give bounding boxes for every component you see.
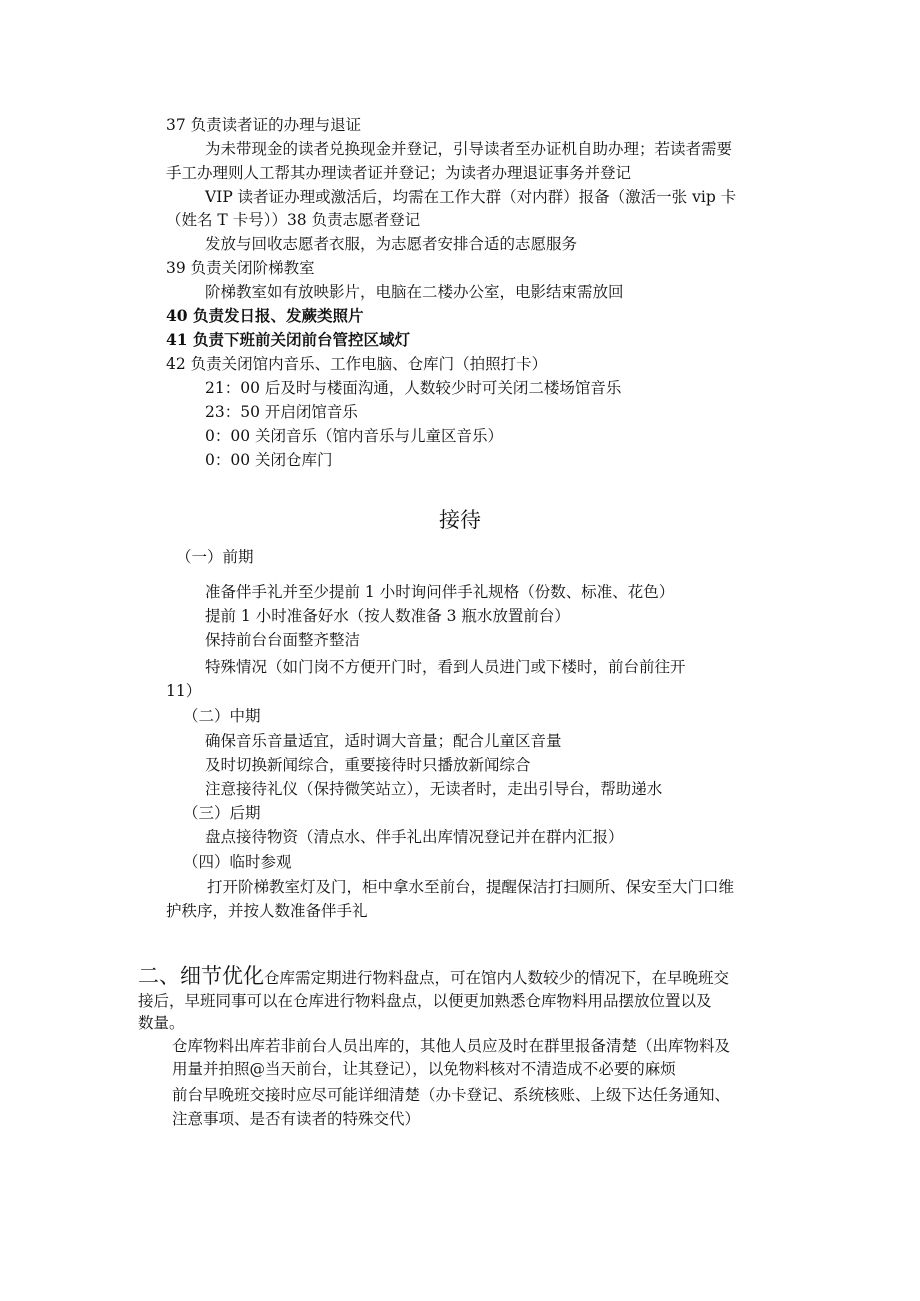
item-39-line-1: 阶梯教室如有放映影片，电脑在二楼办公室，电影结束需放回	[205, 283, 624, 301]
reception-stage-1-line-4: 特殊情况（如门岗不方便开门时，看到人员进门或下楼时，前台前往开	[205, 658, 686, 676]
optimization-p1-text: 仓库需定期进行物料盘点，可在馆内人数较少的情况下，在早晚班交	[264, 969, 730, 987]
item-37-line-1: 为未带现金的读者兑换现金并登记，引导读者至办证机自助办理；若读者需要	[205, 140, 733, 158]
optimization-paragraph-3-line-1: 前台早晚班交接时应尽可能详细清楚（办卡登记、系统核账、上级下达任务通知、	[172, 1086, 731, 1104]
reception-stage-4-line-2: 护秩序，并按人数准备伴手礼	[166, 902, 368, 920]
item-37-line-3: VIP 读者证办理或激活后，均需在工作大群（对内群）报备（激活一张 vip 卡	[205, 188, 737, 206]
reception-stage-2-line-1: 确保音乐音量适宜，适时调大音量；配合儿童区音量	[205, 732, 562, 750]
reception-stage-3: （三）后期	[183, 804, 261, 822]
item-42-heading: 42 负责关闭馆内音乐、工作电脑、仓库门（拍照打卡）	[166, 355, 548, 373]
reception-stage-1-line-1: 准备伴手礼并至少提前 1 小时询问伴手礼规格（份数、标准、花色）	[205, 583, 675, 601]
reception-stage-4: （四）临时参观	[183, 853, 292, 871]
item-38-line-1: 发放与回收志愿者衣服，为志愿者安排合适的志愿服务	[205, 235, 578, 253]
item-42-line-2: 23：50 开启闭馆音乐	[205, 403, 358, 421]
reception-stage-1-line-3: 保持前台台面整齐整洁	[205, 631, 361, 649]
item-42-line-3: 0：00 关闭音乐（馆内音乐与儿童区音乐）	[205, 427, 504, 445]
optimization-heading: 二、细节优化	[138, 964, 264, 988]
optimization-paragraph-2-line-2: 用量并拍照@当天前台，让其登记），以免物料核对不清造成不必要的麻烦	[172, 1060, 676, 1078]
item-37-heading: 37 负责读者证的办理与退证	[166, 116, 362, 134]
reception-stage-1: （一）前期	[176, 548, 254, 566]
item-39-heading: 39 负责关闭阶梯教室	[166, 259, 315, 277]
item-42-line-4: 0：00 关闭仓库门	[205, 451, 333, 469]
reception-stage-2-line-2: 及时切换新闻综合，重要接待时只播放新闻综合	[205, 756, 531, 774]
item-37-line-2: 手工办理则人工帮其办理读者证并登记；为读者办理退证事务并登记	[166, 164, 632, 182]
optimization-paragraph-2-line-1: 仓库物料出库若非前台人员出库的，其他人员应及时在群里报备清楚（出库物料及	[172, 1037, 731, 1055]
optimization-paragraph-3-line-2: 注意事项、是否有读者的特殊交代）	[172, 1110, 421, 1128]
reception-stage-2: （二）中期	[183, 707, 261, 725]
reception-stage-3-line-1: 盘点接待物资（清点水、伴手礼出库情况登记并在群内汇报）	[205, 828, 624, 846]
item-37-line-4: （姓名 T 卡号））38 负责志愿者登记	[166, 211, 421, 229]
reception-stage-2-line-3: 注意接待礼仪（保持微笑站立），无读者时，走出引导台，帮助递水	[205, 780, 663, 798]
optimization-paragraph-1-line-1	[138, 962, 729, 992]
item-42-line-1: 21：00 后及时与楼面沟通，人数较少时可关闭二楼场馆音乐	[205, 379, 622, 397]
item-40-heading: 40 负责发日报、发蕨类照片	[166, 306, 364, 325]
reception-title: 接待	[439, 508, 481, 532]
reception-stage-4-line-1: 打开阶梯教室灯及门，柜中拿水至前台，提醒保洁打扫厕所、保安至大门口维	[207, 878, 735, 896]
reception-stage-1-line-2: 提前 1 小时准备好水（按人数准备 3 瓶水放置前台）	[205, 607, 570, 625]
optimization-paragraph-1-line-2: 接后，早班同事可以在仓库进行物料盘点，以便更加熟悉仓库物料用品摆放位置以及	[138, 992, 712, 1010]
reception-stage-1-line-5: 11）	[166, 682, 202, 700]
item-41-heading: 41 负责下班前关闭前台管控区域灯	[166, 330, 410, 349]
optimization-paragraph-1-line-3: 数量。	[138, 1014, 185, 1032]
